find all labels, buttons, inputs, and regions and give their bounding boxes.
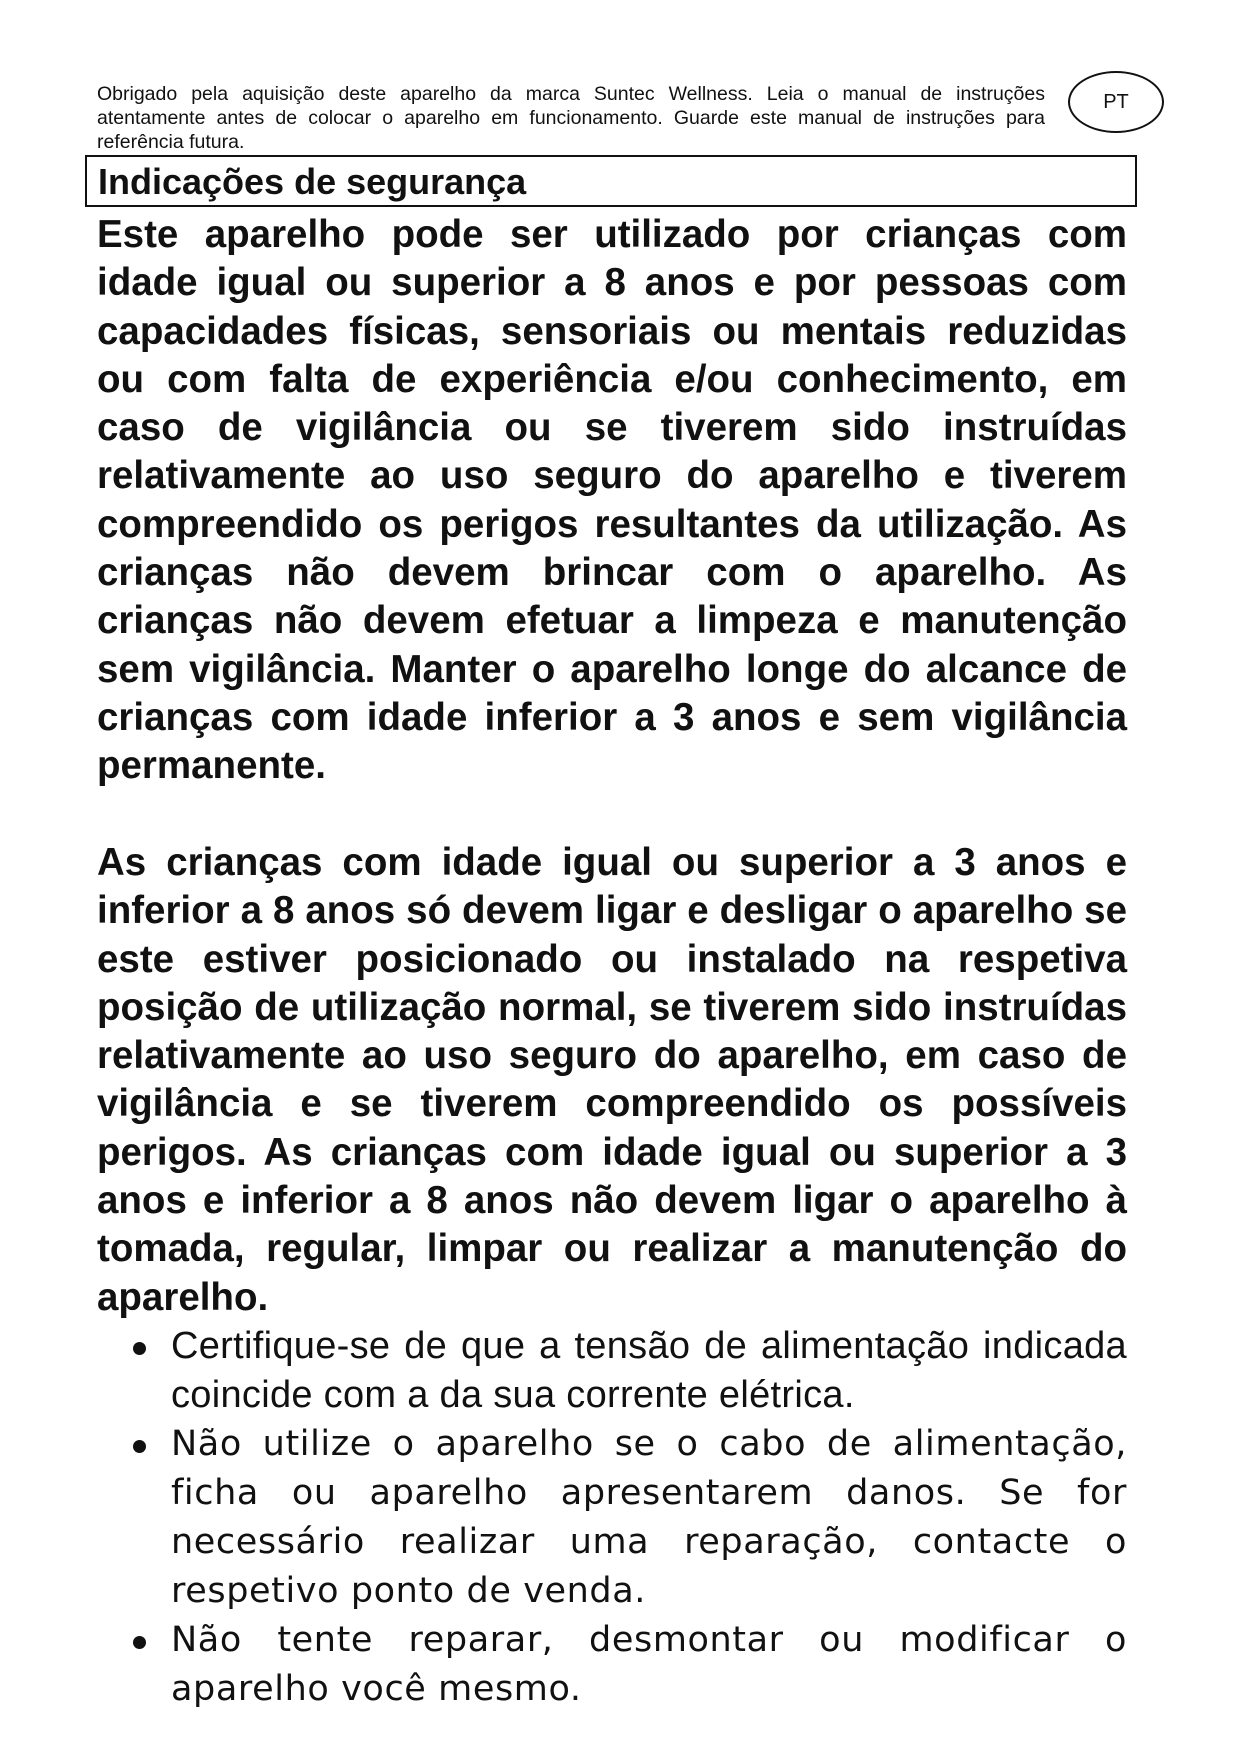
section-header-box bbox=[85, 155, 1137, 207]
intro-text: Obrigado pela aquisição deste aparelho da marca Suntec Wellness. Leia o manual de instruções atentamente antes de colocar o aparelho em funcionamento. Guarde este manual de instruções para referência futura. bbox=[97, 83, 1045, 153]
safety-warning-paragraph: As crianças com idade igual ou superior a 3 anos e inferior a 8 anos só devem ligar e desligar o aparelho se este estiver posicionado ou instalado na respetiva posição de utilização normal, se tiverem sido instruídas relativamente ao uso seguro do aparelho, em caso de vigilância e se tiverem compreendido os possíveis perigos. As crianças com idade igual ou superior a 3 anos e inferior a 8 anos não devem ligar o aparelho à tomada, regular, limpar ou realizar a manutenção do aparelho. bbox=[97, 841, 1127, 1319]
safety-bullet-list bbox=[130, 1322, 1127, 1714]
list-item: Não utilize o aparelho se o cabo de alimentação, ficha ou aparelho apresentarem danos. Se for necessário realizar uma reparação, contacte o respetivo ponto de venda. bbox=[130, 1420, 1127, 1616]
section-title: Indicações de segurança bbox=[98, 161, 527, 202]
language-badge bbox=[1068, 71, 1164, 133]
list-item: Certifique-se de que a tensão de alimentação indicada coincide com a da sua corrente elétrica. bbox=[130, 1322, 1127, 1420]
language-code: PT bbox=[1103, 90, 1129, 113]
safety-warning-paragraph: Este aparelho pode ser utilizado por crianças com idade igual ou superior a 8 anos e por pessoas com capacidades físicas, sensoriais ou mentais reduzidas ou com falta de experiência e/ou conhecimento, em caso de vigilância ou se tiverem sido instruídas relativamente ao uso seguro do aparelho e tiverem compreendido os perigos resultantes da utilização. As crianças não devem brincar com o aparelho. As crianças não devem efetuar a limpeza e manutenção sem vigilância. Manter o aparelho longe do alcance de crianças com idade inferior a 3 anos e sem vigilância permanente. bbox=[97, 213, 1127, 788]
list-item: Não tente reparar, desmontar ou modificar o aparelho você mesmo. bbox=[130, 1616, 1127, 1714]
